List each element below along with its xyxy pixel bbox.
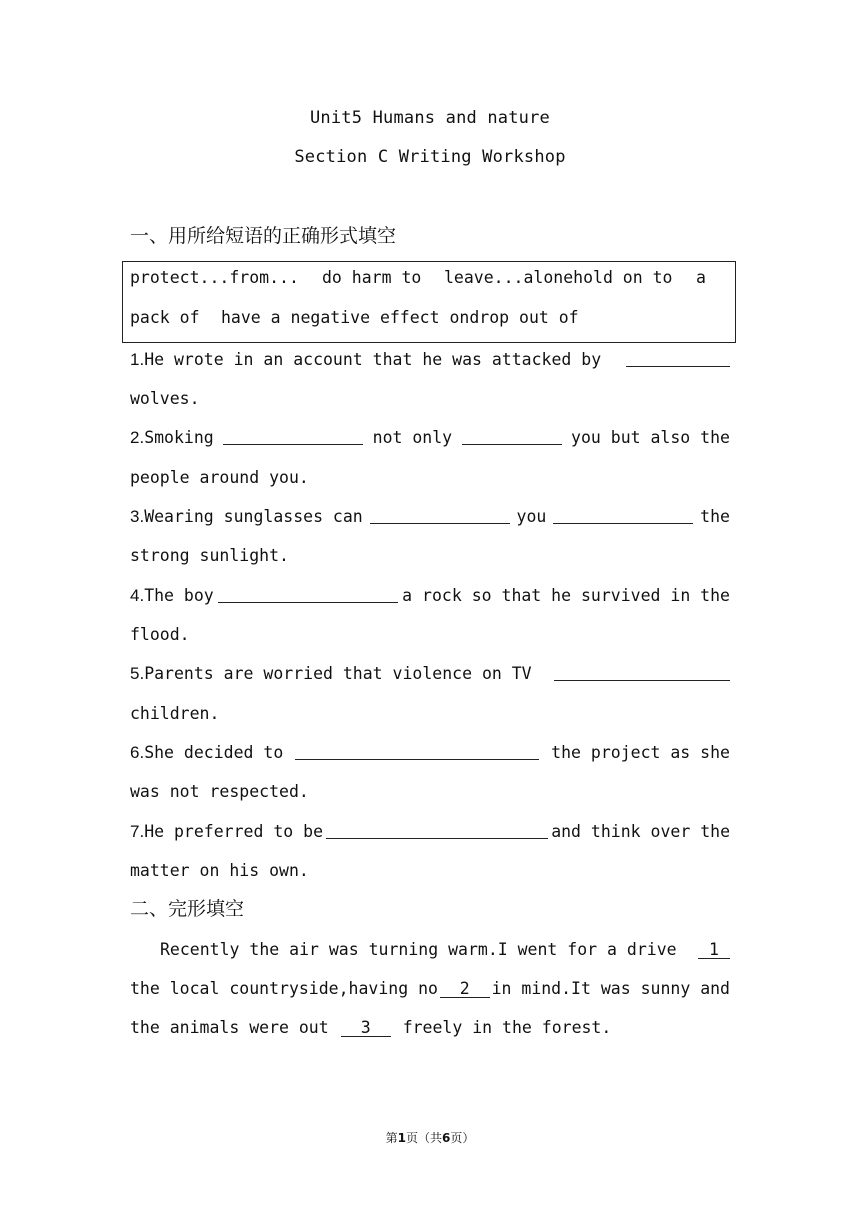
cloze-blank-3[interactable]: 3 <box>341 1018 391 1037</box>
question-text: a rock so that he survived in the <box>402 586 730 605</box>
question-text: you <box>516 507 547 526</box>
question-number: 4. <box>130 586 145 605</box>
answer-blank[interactable] <box>462 428 562 445</box>
answer-blank[interactable] <box>370 507 510 524</box>
question-2-line-2: people around you. <box>130 468 309 487</box>
section-heading-cloze: 二、完形填空 <box>130 898 245 920</box>
section-heading-fill-blanks: 一、用所给短语的正确形式填空 <box>130 225 397 247</box>
answer-blank[interactable] <box>295 743 539 760</box>
question-7-line-1 <box>130 822 730 842</box>
question-text: He wrote in an account that he was attacked by <box>144 350 602 369</box>
question-text: the <box>700 507 730 526</box>
question-number: 7. <box>130 822 145 841</box>
question-text: She decided to <box>144 743 284 762</box>
question-number: 6. <box>130 743 145 762</box>
phrase: a <box>696 268 706 287</box>
footer-text: 页） <box>450 1131 475 1145</box>
page-number: 1 <box>397 1131 406 1145</box>
question-3-line-1 <box>130 507 730 527</box>
question-number: 3. <box>130 507 145 526</box>
phrase: have a negative effect ondrop out of <box>221 308 579 327</box>
cloze-blank-2[interactable]: 2 <box>440 979 490 998</box>
question-text: Smoking <box>144 428 214 447</box>
question-text: He preferred to be <box>144 822 323 841</box>
answer-blank[interactable] <box>553 507 693 524</box>
question-number: 2. <box>130 428 145 447</box>
question-text: and think over the <box>551 822 730 841</box>
question-4-line-2: flood. <box>130 625 190 644</box>
cloze-blank-1[interactable]: 1 <box>698 940 730 959</box>
question-number: 1. <box>130 350 145 369</box>
phrase: leave...alonehold on to <box>444 268 673 287</box>
question-4-line-1 <box>130 586 730 606</box>
question-5-line-2: children. <box>130 704 220 723</box>
question-text: The boy <box>144 586 214 605</box>
answer-blank[interactable] <box>554 664 730 681</box>
phrase: do harm to <box>322 268 422 287</box>
answer-blank[interactable] <box>218 586 398 603</box>
cloze-line-3 <box>130 1018 730 1038</box>
cloze-text: in mind.It was sunny and <box>491 979 730 998</box>
question-text: Wearing sunglasses can <box>144 507 363 526</box>
cloze-line-1 <box>160 940 730 960</box>
question-1-line-2: wolves. <box>130 389 200 408</box>
cloze-text: freely in the forest. <box>402 1018 612 1037</box>
question-3-line-2: strong sunlight. <box>130 546 289 565</box>
cloze-text: the local countryside,having no <box>130 979 438 998</box>
total-pages: 6 <box>442 1131 451 1145</box>
question-6-line-2: was not respected. <box>130 782 309 801</box>
cloze-text: the animals were out <box>130 1018 329 1037</box>
phrase: protect...from... <box>130 268 299 287</box>
answer-blank[interactable] <box>223 428 363 445</box>
answer-blank[interactable] <box>326 822 548 839</box>
phrase: pack of <box>130 308 200 327</box>
question-text: you but also the <box>571 428 730 447</box>
question-1-line-1 <box>130 350 730 370</box>
question-text: the project as she <box>551 743 730 762</box>
question-5-line-1 <box>130 664 730 684</box>
document-subtitle: Section C Writing Workshop <box>294 147 566 167</box>
question-number: 5. <box>130 664 145 683</box>
answer-blank[interactable] <box>626 350 730 367</box>
footer-text: 第 <box>385 1131 398 1145</box>
cloze-text: Recently the air was turning warm.I went for a drive <box>160 940 677 959</box>
question-text: not only <box>372 428 453 447</box>
document-title: Unit5 Humans and nature <box>309 108 550 128</box>
footer-text: 页（共 <box>405 1131 442 1145</box>
question-7-line-2: matter on his own. <box>130 861 309 880</box>
question-2-line-1 <box>130 428 730 448</box>
page-footer <box>0 1130 860 1146</box>
cloze-line-2 <box>130 979 730 999</box>
question-6-line-1 <box>130 743 730 763</box>
question-text: Parents are worried that violence on TV <box>144 664 532 683</box>
